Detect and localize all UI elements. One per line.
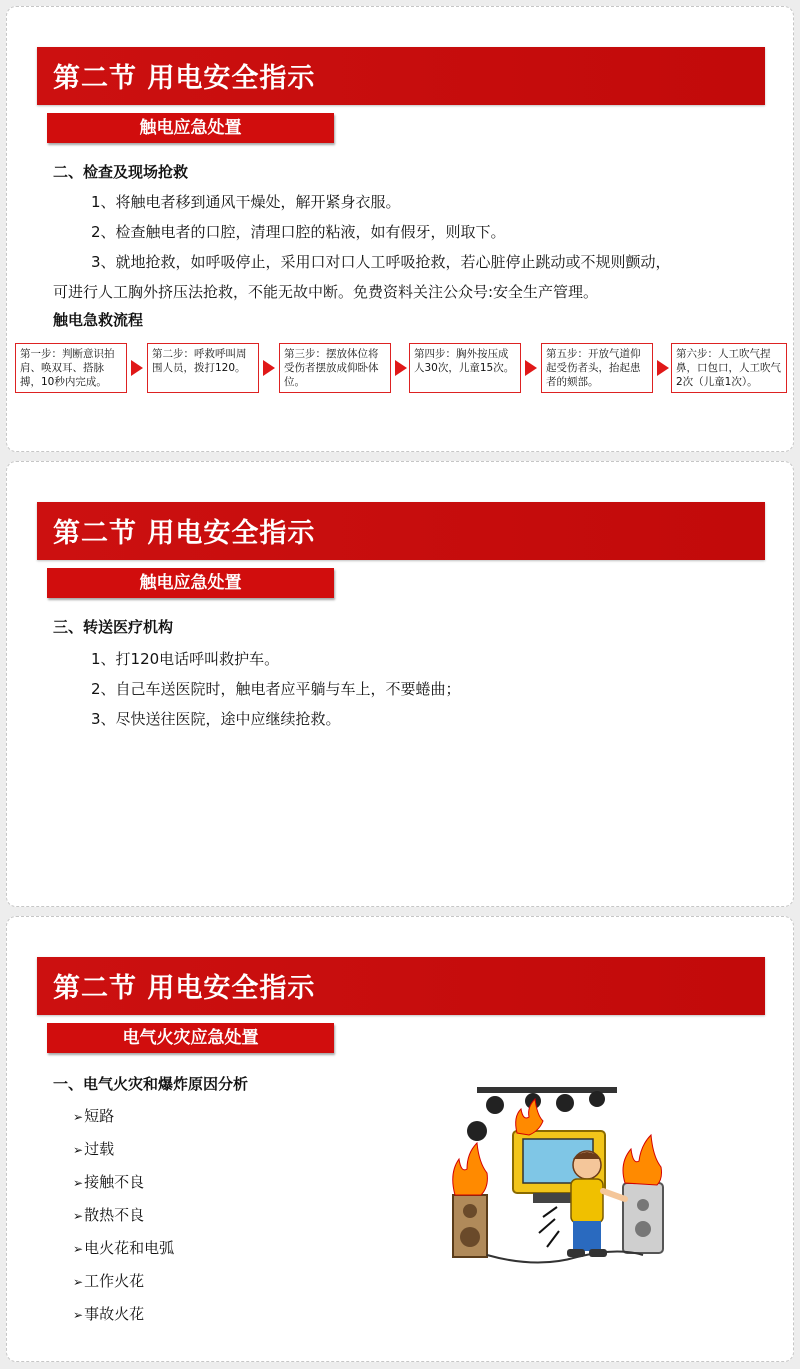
section-title-bar [37, 47, 765, 105]
arrow-right-icon [131, 360, 143, 376]
section-title: 第二节 用电安全指示 [53, 973, 316, 1004]
slide-1 [6, 6, 794, 452]
arrow-bullet-icon: ➢ [73, 1176, 84, 1190]
cause-list-item: ➢散热不良 [73, 1206, 145, 1224]
subtitle-bar [47, 113, 334, 143]
section-title: 第二节 用电安全指示 [53, 63, 316, 94]
subtitle-bar [47, 1023, 334, 1053]
cause-list-item: ➢电火花和电弧 [73, 1239, 175, 1257]
content-line: 3、尽快送往医院，途中应继续抢救。 [91, 710, 341, 728]
arrow-bullet-icon: ➢ [73, 1209, 84, 1223]
content-heading: 一、电气火灾和爆炸原因分析 [53, 1075, 249, 1093]
arrow-right-icon [263, 360, 275, 376]
cause-list-item: ➢过载 [73, 1140, 115, 1158]
content-line: 3、就地抢救，如呼吸停止，采用口对口人工呼吸抢救，若心脏停止跳动或不规则颤动， [91, 253, 671, 271]
arrow-right-icon [395, 360, 407, 376]
arrow-right-icon [657, 360, 669, 376]
flow-step-4: 第四步：胸外按压成人30次，儿童15次。 [409, 343, 521, 393]
cause-list-item: ➢工作火花 [73, 1272, 145, 1290]
content-line: 1、打120电话呼叫救护车。 [91, 650, 280, 668]
content-heading: 二、检查及现场抢救 [53, 163, 189, 181]
flow-step-1: 第一步：判断意识拍肩、唤双耳、搭脉搏，10秒内完成。 [15, 343, 127, 393]
arrow-bullet-icon: ➢ [73, 1242, 84, 1256]
flame-icon [453, 1143, 488, 1195]
arrow-bullet-icon: ➢ [73, 1275, 84, 1289]
rescue-flowchart [15, 343, 787, 397]
cause-list-item: ➢短路 [73, 1107, 115, 1125]
speaker-icon [453, 1195, 487, 1257]
content-heading: 三、转送医疗机构 [53, 618, 174, 636]
arrow-bullet-icon: ➢ [73, 1308, 84, 1322]
electrical-fire-illustration [447, 1087, 679, 1277]
cause-list-item: ➢事故火花 [73, 1305, 145, 1323]
cause-list-item: ➢接触不良 [73, 1173, 145, 1191]
subtitle: 触电应急处置 [139, 118, 242, 138]
cable-icon [487, 1251, 643, 1262]
subtitle-bar [47, 568, 334, 598]
slide-2 [6, 461, 794, 907]
content-line: 2、检查触电者的口腔，清理口腔的粘液，如有假牙，则取下。 [91, 223, 506, 241]
arrow-bullet-icon: ➢ [73, 1110, 84, 1124]
flow-step-3: 第三步：摆放体位将受伤者摆放成仰卧体位。 [279, 343, 391, 393]
section-title-bar [37, 502, 765, 560]
subtitle: 触电应急处置 [139, 573, 242, 593]
section-title: 第二节 用电安全指示 [53, 518, 316, 549]
flow-title: 触电急救流程 [53, 311, 144, 329]
section-title-bar [37, 957, 765, 1015]
slide-3 [6, 916, 794, 1362]
subtitle: 电气火灾应急处置 [122, 1028, 259, 1048]
flow-step-5: 第五步：开放气道仰起受伤者头，抬起患者的颏部。 [541, 343, 653, 393]
electric-shock-icon [539, 1207, 559, 1247]
socket-icon [623, 1183, 663, 1253]
content-line: 1、将触电者移到通风干燥处，解开紧身衣服。 [91, 193, 401, 211]
arrow-bullet-icon: ➢ [73, 1143, 84, 1157]
person-icon [567, 1151, 625, 1257]
arrow-right-icon [525, 360, 537, 376]
content-line: 2、自己车送医院时，触电者应平躺与车上，不要蜷曲； [91, 680, 461, 698]
flow-step-2: 第二步：呼救呼叫周围人员，拨打120。 [147, 343, 259, 393]
flow-step-6: 第六步：人工吹气捏鼻，口包口，人工吹气2次（儿童1次）。 [671, 343, 787, 393]
flame-icon [623, 1135, 662, 1185]
content-line: 可进行人工胸外挤压法抢救，不能无故中断。免费资料关注公众号:安全生产管理。 [53, 283, 599, 301]
